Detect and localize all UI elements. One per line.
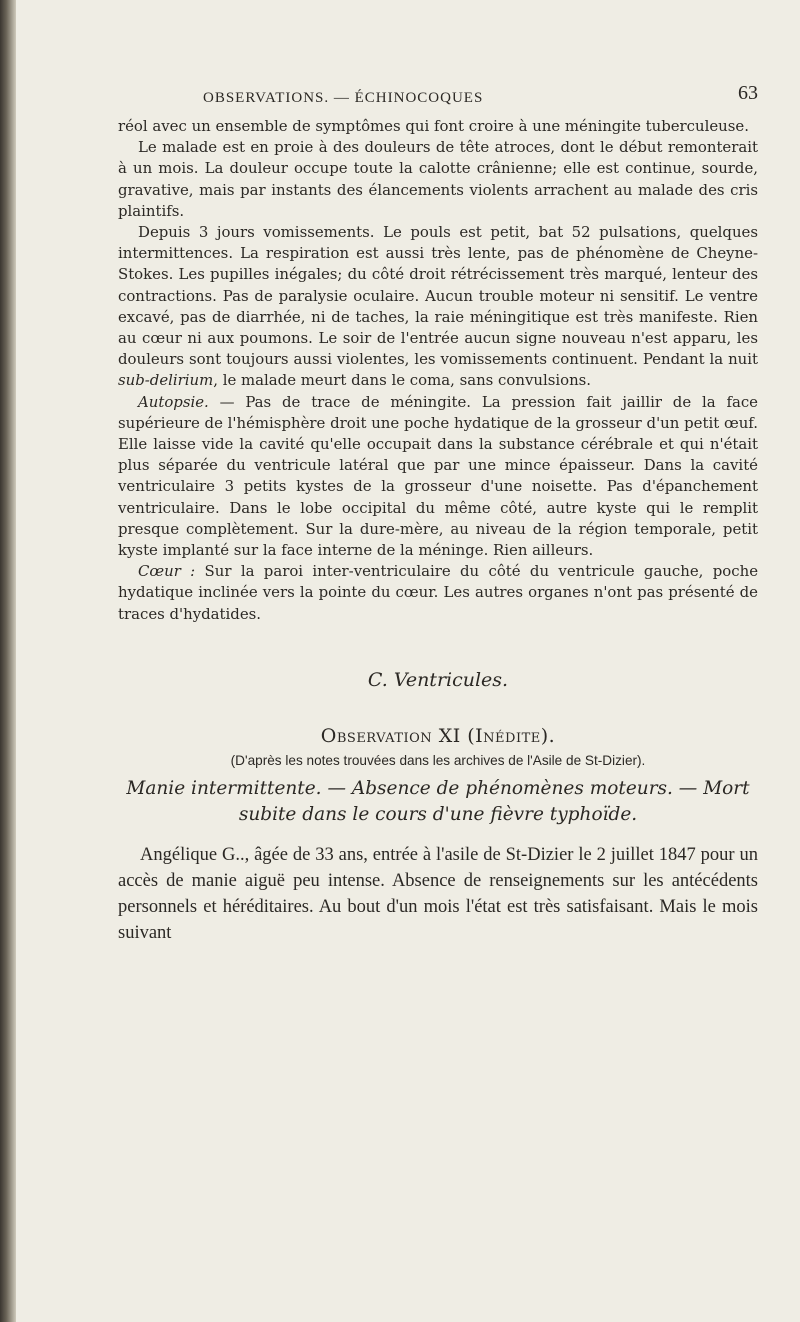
running-head — [118, 82, 758, 116]
section-heading: C. Ventricules. — [367, 668, 509, 691]
paragraph-3-text: Depuis 3 jours vomissements. Le pouls est petit, bat 52 pulsations, quelques intermittences. La respiration est aussi très lente, pas de phénomène de Cheyne-Stokes. Les pupilles inégales; du côté droit rétrécissement très marqué, lenteur des contractions. Pas de paralysie oculaire. Aucun trouble moteur ni sensitif. Le ventre excavé, pas de diarrhée, ni de taches, la raie méningitique est très manifeste. Rien au cœur ni aux poumons. Le soir de l'entrée aucun signe nouveau n'est apparu, les douleurs sont toujours aussi violentes, les vomissements continuent. Pendant la nuit — [118, 223, 758, 369]
paragraph-3-italic: sub-delirium — [118, 371, 214, 390]
coeur-text: Sur la paroi inter-ventriculaire du côté du ventricule gauche, poche hydatique inclinée vers la pointe du cœur. Les autres organes n'ont pas présenté de traces d'hydatides. — [118, 562, 759, 623]
paragraph-2: Le malade est en proie à des douleurs de tête atroces, dont le début remonterait à un mois. La douleur occupe toute la calotte crânienne; elle est continue, sourde, gravative, mais par instants des élancements violents arrachent au malade des cris plaintifs. — [118, 138, 758, 220]
observation-subtitle: Manie intermittente. — Absence de phénomènes moteurs. — Mort subite dans le cours d'une fièvre typhoïde. — [126, 777, 750, 825]
paragraph-3-end: , le malade meurt dans le coma, sans convulsions. — [213, 371, 592, 390]
coeur-label: Cœur : — [138, 562, 196, 581]
paragraph-1: réol avec un ensemble de symptômes qui font croire à une méningite tuberculeuse. — [118, 117, 749, 135]
paragraph-3 — [118, 222, 758, 392]
observation-source: (D'après les notes trouvées dans les archives de l'Asile de St-Dizier). — [230, 752, 646, 768]
observation-text: Angélique G.., âgée de 33 ans, entrée à l'asile de St-Dizier le 2 juillet 1847 pour un accès de manie aiguë peu intense. Absence de renseignements sur les antécédents personnels et héréditaires. Au bout d'un mois l'état est très satisfaisant. Mais le mois suivant — [118, 844, 758, 943]
running-title: OBSERVATIONS. — ÉCHINOCOQUES — [203, 90, 484, 106]
paragraph-autopsie — [118, 392, 758, 562]
page-number: 63 — [738, 82, 758, 104]
autopsie-label: Autopsie. — [138, 392, 209, 411]
paragraph-coeur — [118, 561, 758, 625]
autopsie-text: — Pas de trace de méningite. La pression fait jaillir de la face supérieure de l'hémisphère droit une poche hydatique de la grosseur d'un petit œuf. Elle laisse vide la cavité qu'elle occupait dans la substance cérébrale et qui n'était plus séparée du ventricule latéral que par une mince épaisseur. Dans la cavité ventriculaire 3 petits kystes de la grosseur d'une noisette. Pas d'épanchement ventriculaire. Dans le lobe occipital du même côté, autre kyste qui le remplit presque complètement. Sur la dure-mère, au niveau de la région temporale, petit kyste implanté sur la face interne de la méninge. Rien ailleurs. — [118, 392, 758, 560]
book-page — [118, 82, 758, 946]
book-binding-edge — [0, 0, 16, 1322]
observation-title: Observation XI (Inédite). — [320, 724, 556, 747]
